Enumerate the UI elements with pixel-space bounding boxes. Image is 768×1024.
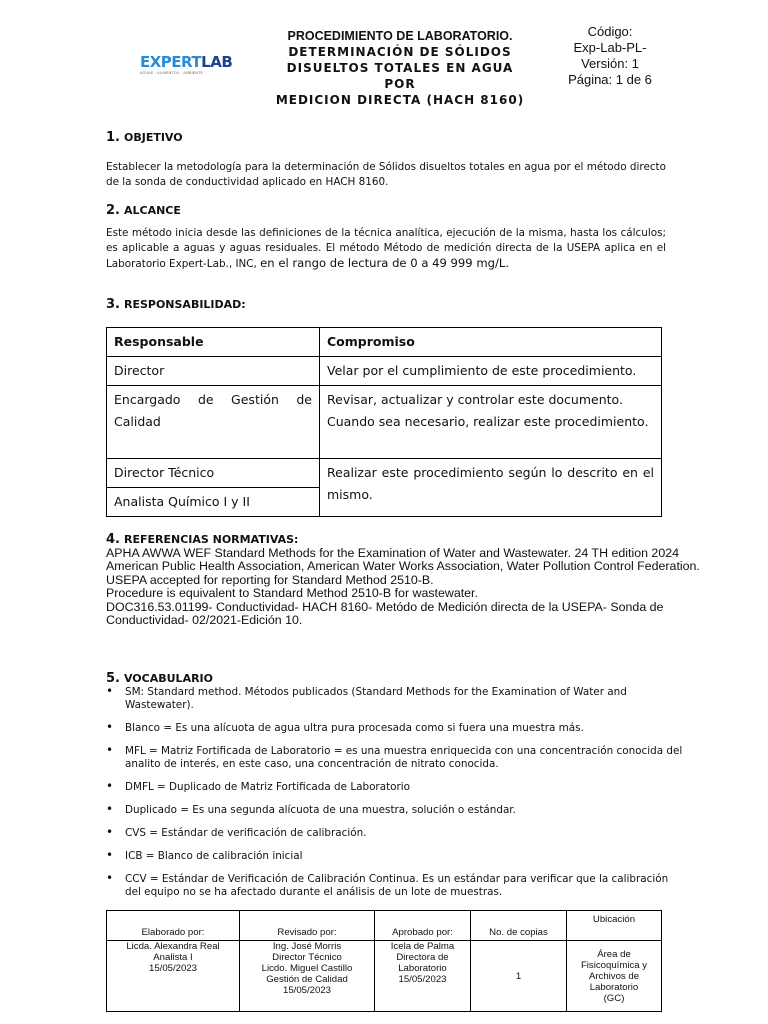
table-row — [107, 386, 662, 459]
section-heading-objetivo: 1. OBJETIVO — [106, 130, 183, 145]
responsibility-table — [106, 327, 662, 517]
revisado-cell: Ing. José Morris Director Técnico Licdo. Miguel Castillo Gestión de Calidad 15/05/2023 — [240, 941, 375, 1012]
code-value: Exp-Lab-PL- — [573, 40, 647, 55]
version-label: Versión: 1 — [581, 56, 639, 71]
document-title — [270, 28, 530, 108]
revisado-label: Revisado por: — [240, 911, 375, 941]
reference-line: DOC316.53.01199- Conductividad- HACH 8160- Metódo de Medición directa de la USEPA- Sonda de Conductividad- 02/2021-Edición 10. — [106, 599, 664, 627]
ubicacion-cell: Área de Fisicoquímica y Archivos de Laboratorio (GC) — [567, 941, 662, 1012]
responsible-cell: Analista Químico I y II — [107, 488, 320, 517]
reference-line: APHA AWWA WEF Standard Methods for the Examination of Water and Wastewater. 24 TH edition 2024 — [106, 545, 679, 560]
list-item: • Blanco = Es una alícuota de agua ultra pura procesada como si fuera una muestra más. — [106, 722, 686, 735]
list-item: • DMFL = Duplicado de Matriz Fortificada de Laboratorio — [106, 781, 686, 794]
logo-wordmark: EXPERTLAB — [140, 53, 233, 71]
approval-table — [106, 910, 662, 1012]
ubicacion-label: Ubicación — [567, 911, 662, 941]
objetivo-text: Establecer la metodología para la determinación de Sólidos disueltos totales en agua por el método directo de la sonda de conductividad aplicado en HACH 8160. — [106, 161, 666, 188]
aprobado-label: Aprobado por: — [375, 911, 471, 941]
elaborado-cell: Licda. Alexandra Real Analista I 15/05/2023 — [107, 941, 240, 1012]
list-item: • CVS = Estándar de verificación de calibración. — [106, 827, 686, 840]
logo-tagline: AGUAS · ALIMENTOS · AMBIENTE — [140, 71, 203, 75]
section-heading-responsabilidad: 3. RESPONSABILIDAD: — [106, 297, 246, 312]
aprobado-cell: Icela de Palma Directora de Laboratorio 15/05/2023 — [375, 941, 471, 1012]
reference-line: American Public Health Association, American Water Works Association, Water Pollution Control Federation. — [106, 559, 700, 573]
code-label: Código: — [587, 24, 633, 39]
commitment-cell: Velar por el cumplimiento de este procedimiento. — [320, 357, 662, 386]
commitment-cell: Revisar, actualizar y controlar este documento. Cuando sea necesario, realizar este procedimiento. — [320, 386, 662, 459]
references-block — [106, 533, 706, 628]
section-heading-alcance: 2. ALCANCE — [106, 203, 181, 218]
list-item: • SM: Standard method. Métodos publicados (Standard Methods for the Examination of Water and Wastewater). — [106, 686, 686, 712]
commitment-cell: Realizar este procedimiento según lo descrito en el mismo. — [320, 459, 662, 517]
table-row — [107, 357, 662, 386]
responsible-cell: Director Técnico — [107, 459, 320, 488]
list-item: • MFL = Matriz Fortificada de Laboratorio = es una muestra enriquecida con una concentración conocida del analito de interés, en este caso, una concentración de nitrato conocida. — [106, 745, 686, 771]
section-heading-referencias: 4. REFERENCIAS NORMATIVAS: — [106, 532, 299, 547]
column-header-responsable: Responsable — [107, 328, 320, 357]
elaborado-label: Elaborado por: — [107, 911, 240, 941]
page-label: Página: 1 de 6 — [568, 72, 652, 87]
list-item: • Duplicado = Es una segunda alícuota de una muestra, solución o estándar. — [106, 804, 686, 817]
document-control-block — [560, 24, 660, 88]
copias-label: No. de copias — [471, 911, 567, 941]
list-item: • ICB = Blanco de calibración inicial — [106, 850, 686, 863]
title-line-2: DETERMINACIÓN DE SÓLIDOS — [288, 45, 512, 59]
responsible-cell: Encargado de Gestión de Calidad — [107, 386, 320, 459]
approval-body-row — [107, 941, 662, 1012]
approval-header-row — [107, 911, 662, 941]
vocabulary-list — [106, 686, 686, 909]
table-row — [107, 459, 662, 488]
company-logo — [140, 53, 233, 80]
title-line-3: DISUELTOS TOTALES EN AGUA POR — [286, 61, 514, 91]
title-line-4: MEDICION DIRECTA (HACH 8160) — [275, 93, 525, 107]
alcance-text: Este método inicia desde las definiciones de la técnica analítica, ejecución de la misma, hasta los cálculos; es aplicable a aguas y aguas residuales. El método Método de medición directa de la USEPA aplica en el Laboratorio Expert-Lab., INC, en el rango de lectura de 0 a 49 999 mg/L. — [106, 227, 666, 270]
list-item: • CCV = Estándar de Verificación de Calibración Continua. Es un estándar para verificar que la calibración del equipo no se ha afectado durante el análisis de un lote de muestras. — [106, 873, 686, 899]
title-line-1: PROCEDIMIENTO DE LABORATORIO. — [287, 29, 513, 43]
reference-line: USEPA accepted for reporting for Standard Method 2510-B. — [106, 572, 434, 587]
table-header-row — [107, 328, 662, 357]
responsible-cell: Director — [107, 357, 320, 386]
copias-cell: 1 — [471, 941, 567, 1012]
section-heading-vocabulario: 5. VOCABULARIO — [106, 671, 213, 686]
reference-line: Procedure is equivalent to Standard Method 2510-B for wastewater. — [106, 586, 478, 600]
column-header-compromiso: Compromiso — [320, 328, 662, 357]
